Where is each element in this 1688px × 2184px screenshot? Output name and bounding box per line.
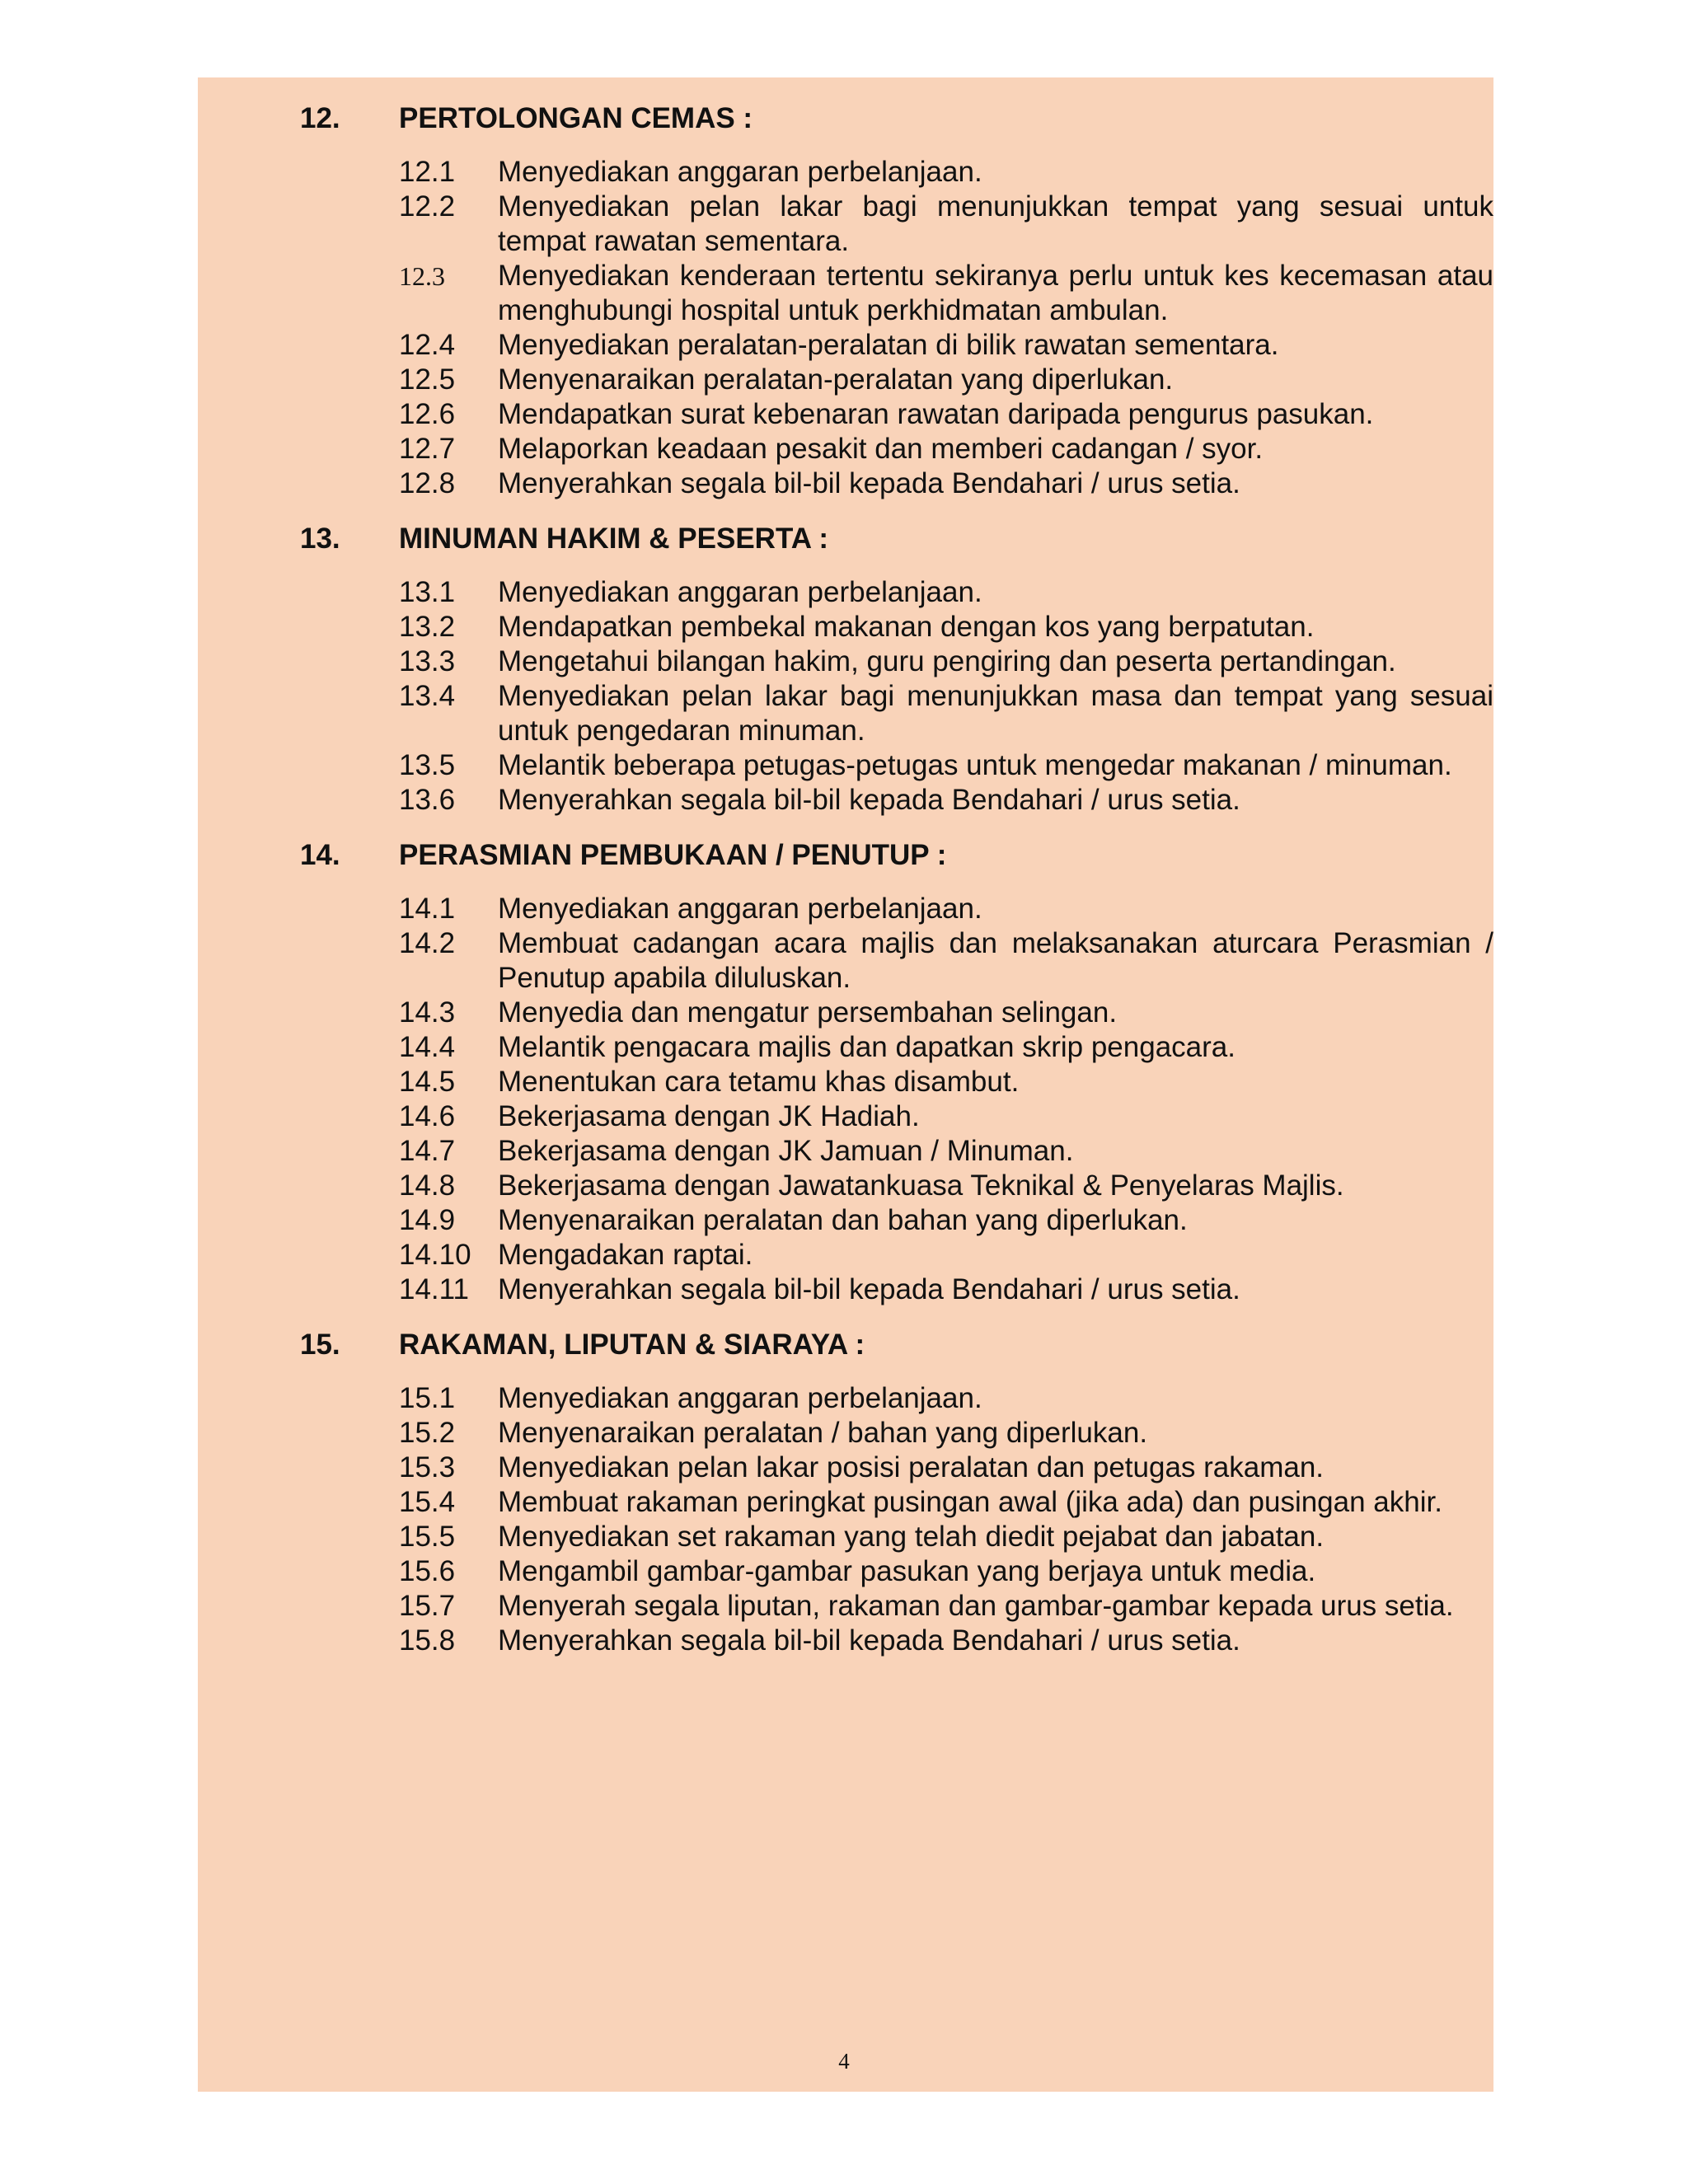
item-text: Mengetahui bilangan hakim, guru pengiring dan peserta pertandingan. bbox=[498, 645, 1396, 677]
item-number: 12.3 bbox=[399, 261, 445, 291]
section-heading bbox=[300, 1327, 1493, 1363]
item-text: Mengadakan raptai. bbox=[498, 1239, 753, 1271]
item-number: 14.3 bbox=[399, 996, 456, 1029]
item-text: Mendapatkan pembekal makanan dengan kos yang berpatutan. bbox=[498, 611, 1315, 643]
item-text: Mendapatkan surat kebenaran rawatan daripada pengurus pasukan. bbox=[498, 398, 1374, 430]
item-text: Menyediakan peralatan-peralatan di bilik rawatan sementara. bbox=[498, 329, 1279, 361]
item-number: 15.1 bbox=[399, 1382, 456, 1414]
section-12 bbox=[300, 101, 1493, 501]
item-number: 13.6 bbox=[399, 784, 456, 816]
item-number: 14.8 bbox=[399, 1169, 456, 1202]
item-number: 14.7 bbox=[399, 1135, 456, 1167]
item-text: Menyediakan pelan lakar posisi peralatan dan petugas rakaman. bbox=[498, 1451, 1325, 1483]
item-text: Bekerjasama dengan JK Jamuan / Minuman. bbox=[498, 1135, 1074, 1167]
item-text: Menyediakan kenderaan tertentu sekiranya perlu untuk kes kecemasan atau menghubungi hospital untuk perkhidmatan ambulan. bbox=[498, 260, 1493, 326]
list-item bbox=[399, 1520, 1493, 1554]
item-text: Menyediakan set rakaman yang telah diedit pejabat dan jabatan. bbox=[498, 1521, 1325, 1553]
item-text: Melantik beberapa petugas-petugas untuk mengedar makanan / minuman. bbox=[498, 749, 1452, 781]
section-items bbox=[399, 892, 1493, 1307]
item-text: Menyerahkan segala bil-bil kepada Bendahari / urus setia. bbox=[498, 784, 1240, 816]
item-number: 14.11 bbox=[399, 1273, 469, 1305]
list-item bbox=[399, 1238, 1493, 1272]
item-number: 13.5 bbox=[399, 749, 456, 781]
list-item bbox=[399, 1589, 1493, 1624]
section-heading bbox=[300, 521, 1493, 557]
section-14 bbox=[300, 837, 1493, 1307]
item-text: Menyediakan anggaran perbelanjaan. bbox=[498, 893, 982, 925]
item-number: 14.6 bbox=[399, 1100, 456, 1132]
document-content bbox=[300, 101, 1493, 1678]
item-number: 13.2 bbox=[399, 611, 456, 643]
section-title: MINUMAN HAKIM & PESERTA : bbox=[399, 523, 829, 555]
item-number: 15.5 bbox=[399, 1521, 456, 1553]
item-number: 15.2 bbox=[399, 1417, 456, 1449]
item-number: 12.7 bbox=[399, 433, 456, 465]
section-heading bbox=[300, 837, 1493, 874]
list-item bbox=[399, 328, 1493, 363]
section-number: 12. bbox=[300, 102, 340, 134]
section-13 bbox=[300, 521, 1493, 818]
item-number: 12.1 bbox=[399, 156, 456, 188]
item-text: Melantik pengacara majlis dan dapatkan skrip pengacara. bbox=[498, 1031, 1236, 1063]
section-items bbox=[399, 1381, 1493, 1658]
item-number: 12.8 bbox=[399, 467, 456, 499]
item-text: Menentukan cara tetamu khas disambut. bbox=[498, 1066, 1020, 1098]
list-item bbox=[399, 679, 1493, 748]
list-item bbox=[399, 432, 1493, 466]
item-text: Menyerahkan segala bil-bil kepada Bendahari / urus setia. bbox=[498, 1273, 1240, 1305]
item-number: 14.10 bbox=[399, 1239, 471, 1271]
list-item bbox=[399, 1030, 1493, 1065]
item-text: Menyediakan anggaran perbelanjaan. bbox=[498, 156, 982, 188]
list-item bbox=[399, 1169, 1493, 1203]
section-title: PERTOLONGAN CEMAS : bbox=[399, 102, 753, 134]
item-text: Menyediakan pelan lakar bagi menunjukkan tempat yang sesuai untuk tempat rawatan sementara. bbox=[498, 190, 1493, 257]
section-items bbox=[399, 575, 1493, 818]
list-item bbox=[399, 783, 1493, 818]
page-number: 4 bbox=[838, 2049, 850, 2074]
item-text: Membuat cadangan acara majlis dan melaksanakan aturcara Perasmian / Penutup apabila diluluskan. bbox=[498, 927, 1493, 994]
section-number: 14. bbox=[300, 839, 340, 871]
item-text: Menyenaraikan peralatan dan bahan yang diperlukan. bbox=[498, 1204, 1188, 1236]
list-item bbox=[399, 1134, 1493, 1169]
item-number: 14.4 bbox=[399, 1031, 456, 1063]
item-text: Bekerjasama dengan JK Hadiah. bbox=[498, 1100, 920, 1132]
item-number: 13.3 bbox=[399, 645, 456, 677]
item-text: Membuat rakaman peringkat pusingan awal (jika ada) dan pusingan akhir. bbox=[498, 1486, 1442, 1518]
list-item bbox=[399, 1624, 1493, 1658]
item-text: Menyenaraikan peralatan / bahan yang diperlukan. bbox=[498, 1417, 1148, 1449]
item-text: Menyenaraikan peralatan-peralatan yang diperlukan. bbox=[498, 363, 1174, 396]
list-item bbox=[399, 644, 1493, 679]
list-item bbox=[399, 1065, 1493, 1099]
section-number: 13. bbox=[300, 523, 340, 555]
item-text: Menyerahkan segala bil-bil kepada Bendahari / urus setia. bbox=[498, 1624, 1240, 1657]
item-number: 15.8 bbox=[399, 1624, 456, 1657]
item-number: 14.9 bbox=[399, 1204, 456, 1236]
item-number: 15.7 bbox=[399, 1590, 456, 1622]
item-text: Bekerjasama dengan Jawatankuasa Teknikal & Penyelaras Majlis. bbox=[498, 1169, 1344, 1202]
list-item bbox=[399, 1099, 1493, 1134]
item-number: 14.2 bbox=[399, 927, 456, 959]
item-number: 15.3 bbox=[399, 1451, 456, 1483]
list-item bbox=[399, 1203, 1493, 1238]
item-number: 15.4 bbox=[399, 1486, 456, 1518]
item-text: Melaporkan keadaan pesakit dan memberi cadangan / syor. bbox=[498, 433, 1264, 465]
list-item bbox=[399, 926, 1493, 996]
section-15 bbox=[300, 1327, 1493, 1658]
list-item bbox=[399, 1451, 1493, 1485]
item-text: Mengambil gambar-gambar pasukan yang berjaya untuk media. bbox=[498, 1555, 1316, 1587]
section-title: RAKAMAN, LIPUTAN & SIARAYA : bbox=[399, 1329, 865, 1361]
list-item bbox=[399, 190, 1493, 259]
item-text: Menyerahkan segala bil-bil kepada Bendahari / urus setia. bbox=[498, 467, 1240, 499]
list-item bbox=[399, 1554, 1493, 1589]
list-item bbox=[399, 575, 1493, 610]
list-item bbox=[399, 466, 1493, 501]
list-item bbox=[399, 363, 1493, 397]
item-text: Menyedia dan mengatur persembahan selingan. bbox=[498, 996, 1118, 1029]
item-text: Menyerah segala liputan, rakaman dan gambar-gambar kepada urus setia. bbox=[498, 1590, 1454, 1622]
section-heading bbox=[300, 101, 1493, 137]
list-item bbox=[399, 1485, 1493, 1520]
section-items bbox=[399, 155, 1493, 501]
list-item bbox=[399, 259, 1493, 328]
list-item bbox=[399, 892, 1493, 926]
list-item bbox=[399, 155, 1493, 190]
item-text: Menyediakan pelan lakar bagi menunjukkan masa dan tempat yang sesuai untuk pengedaran minuman. bbox=[498, 680, 1493, 747]
item-text: Menyediakan anggaran perbelanjaan. bbox=[498, 576, 982, 608]
list-item bbox=[399, 748, 1493, 783]
item-number: 13.1 bbox=[399, 576, 456, 608]
list-item bbox=[399, 397, 1493, 432]
list-item bbox=[399, 1381, 1493, 1416]
section-number: 15. bbox=[300, 1329, 340, 1361]
item-number: 12.4 bbox=[399, 329, 456, 361]
item-number: 14.5 bbox=[399, 1066, 456, 1098]
section-title: PERASMIAN PEMBUKAAN / PENUTUP : bbox=[399, 839, 947, 871]
list-item bbox=[399, 610, 1493, 644]
item-number: 12.2 bbox=[399, 190, 456, 223]
item-number: 13.4 bbox=[399, 680, 456, 712]
list-item bbox=[399, 996, 1493, 1030]
item-number: 14.1 bbox=[399, 893, 456, 925]
item-number: 12.5 bbox=[399, 363, 456, 396]
item-number: 15.6 bbox=[399, 1555, 456, 1587]
item-text: Menyediakan anggaran perbelanjaan. bbox=[498, 1382, 982, 1414]
item-number: 12.6 bbox=[399, 398, 456, 430]
list-item bbox=[399, 1272, 1493, 1307]
list-item bbox=[399, 1416, 1493, 1451]
